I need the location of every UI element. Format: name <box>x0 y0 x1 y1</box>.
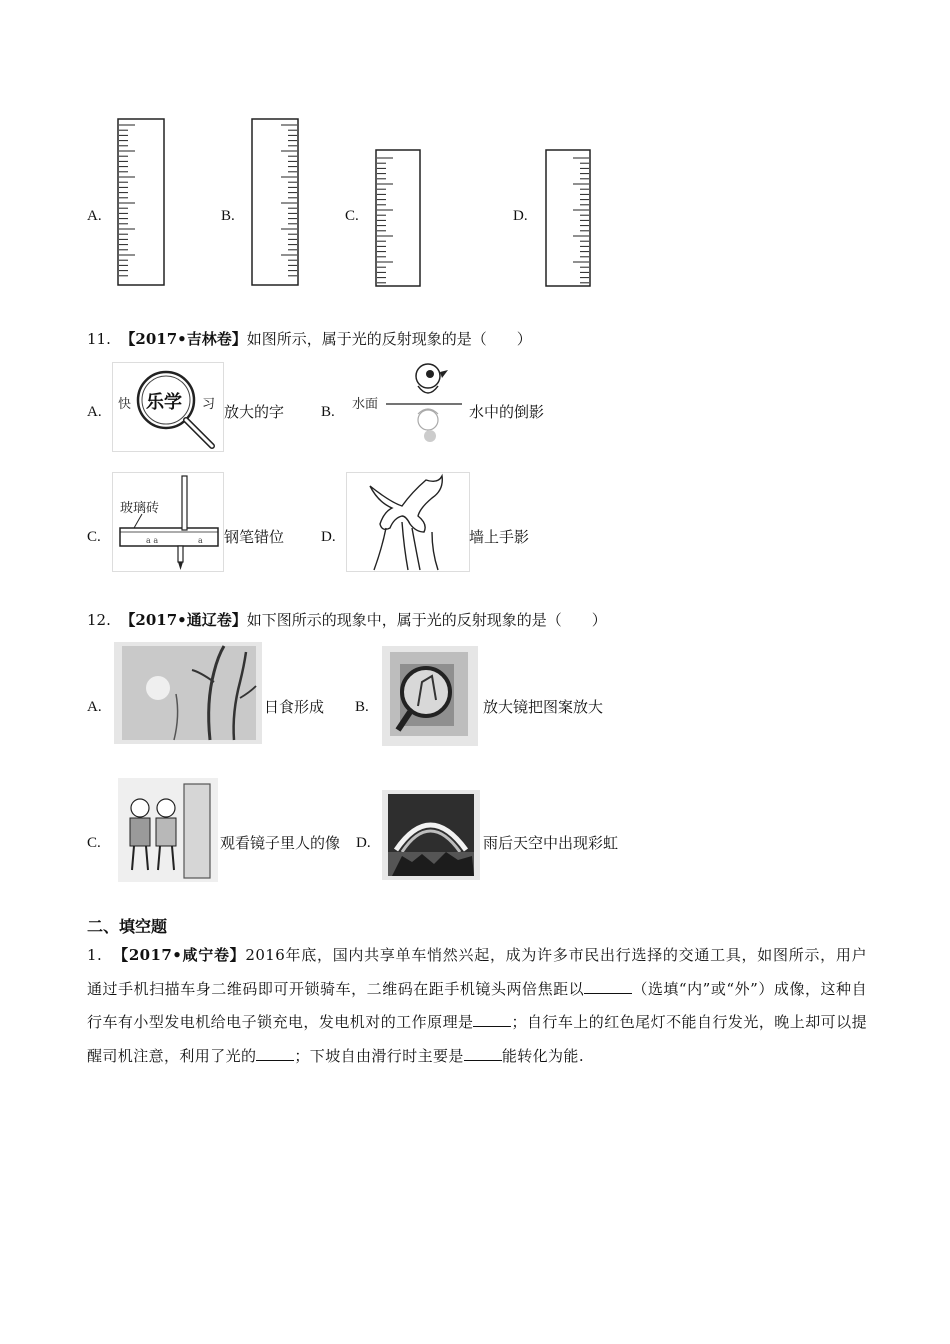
q11-source: 【2017•吉林卷】 <box>120 330 247 348</box>
fill-q1-source: 【2017•咸宁卷】 <box>113 946 246 964</box>
q12-option-c-label: C. <box>87 835 101 851</box>
q12-option-d-label: D. <box>356 835 371 851</box>
q12-option-a-caption: 日食形成 <box>264 698 325 716</box>
q10-option-a-label: A. <box>87 208 102 224</box>
q12-stem <box>87 610 607 630</box>
q11-c-glass-label: 玻璃砖 <box>120 501 160 516</box>
q10-ruler-c-figure <box>370 146 426 292</box>
q10-ruler-a-figure <box>112 115 172 293</box>
q11-option-d-caption: 墙上手影 <box>469 528 530 546</box>
q11-number: 11. <box>87 330 111 348</box>
fill-q1-text-5: 能转化为能. <box>501 1046 584 1065</box>
q11-a-char-1: 快 <box>118 397 132 412</box>
q12-option-a-label: A. <box>87 699 102 715</box>
q11-hand-shadow-figure <box>346 472 470 572</box>
q12-stem-text: 如下图所示的现象中，属于光的反射现象的是（ ） <box>246 611 607 629</box>
fill-q1-text-1: 2016年底，国内共享单车悄然兴起，成为许多市民出行选择的交通工具，如图所示，用户通过手机扫描车身二维码即可开锁骑车，二维码在距手机镜头两倍焦距以 <box>87 946 868 998</box>
q11-glass-pen-figure <box>112 472 224 572</box>
q10-ruler-b-figure <box>246 115 306 293</box>
q12-number: 12. <box>87 611 111 629</box>
q10-ruler-d-figure <box>540 146 596 292</box>
q11-stem-text: 如图所示，属于光的反射现象的是（ ） <box>246 330 532 348</box>
q12-source: 【2017•通辽卷】 <box>120 611 247 629</box>
q11-option-a-caption: 放大的字 <box>224 403 285 421</box>
fill-q1-text-2: （选填“内”或“外”）成像，这种自行车有小型发电机给电子锁充电，发电机对的工作原理是 <box>87 979 867 1031</box>
q10-option-b-label: B. <box>221 208 235 224</box>
q11-option-b-label: B. <box>321 404 335 420</box>
q11-option-b-caption: 水中的倒影 <box>469 403 545 421</box>
q12-option-b-caption: 放大镜把图案放大 <box>483 698 604 716</box>
svg-text:a a: a a <box>146 536 159 545</box>
fill-question-1 <box>87 939 867 1073</box>
fill-q1-number: 1. <box>87 946 103 964</box>
q11-option-a-label: A. <box>87 404 102 420</box>
svg-text:a: a <box>198 536 203 545</box>
q11-magnifier-figure <box>112 362 224 452</box>
fill-q1-text-3: ；自行车上的红色尾灯不能自行发光，晚上却可以提醒司机注意，利用了光的 <box>87 1013 867 1065</box>
fill-q1-text-4: ；下坡自由滑行时主要是 <box>294 1046 464 1065</box>
fill-q1-blank-3[interactable] <box>256 1044 294 1061</box>
q12-option-d-caption: 雨后天空中出现彩虹 <box>483 834 619 852</box>
q11-reflection-figure <box>346 356 466 452</box>
q11-option-d-label: D. <box>321 529 336 545</box>
q11-a-char-2: 乐学 <box>146 392 182 413</box>
q10-option-c-label: C. <box>345 208 359 224</box>
q12-magnifier-photo <box>382 646 478 746</box>
q10-option-d-label: D. <box>513 208 528 224</box>
q11-option-c-label: C. <box>87 529 101 545</box>
section-2-heading: 二、填空题 <box>87 917 168 936</box>
q12-rainbow-photo <box>382 790 480 880</box>
fill-q1-blank-1[interactable] <box>584 977 632 994</box>
q12-mirror-people-figure <box>118 778 218 882</box>
fill-q1-blank-2[interactable] <box>473 1010 511 1027</box>
q12-option-b-label: B. <box>355 699 369 715</box>
q11-a-char-3: 习 <box>202 397 216 412</box>
q11-stem <box>87 329 532 349</box>
fill-q1-blank-4[interactable] <box>464 1044 502 1061</box>
q11-option-c-caption: 钢笔错位 <box>224 528 285 546</box>
q12-option-c-caption: 观看镜子里人的像 <box>220 834 341 852</box>
q12-eclipse-photo <box>114 642 262 744</box>
q11-b-water-label: 水面 <box>352 397 379 412</box>
